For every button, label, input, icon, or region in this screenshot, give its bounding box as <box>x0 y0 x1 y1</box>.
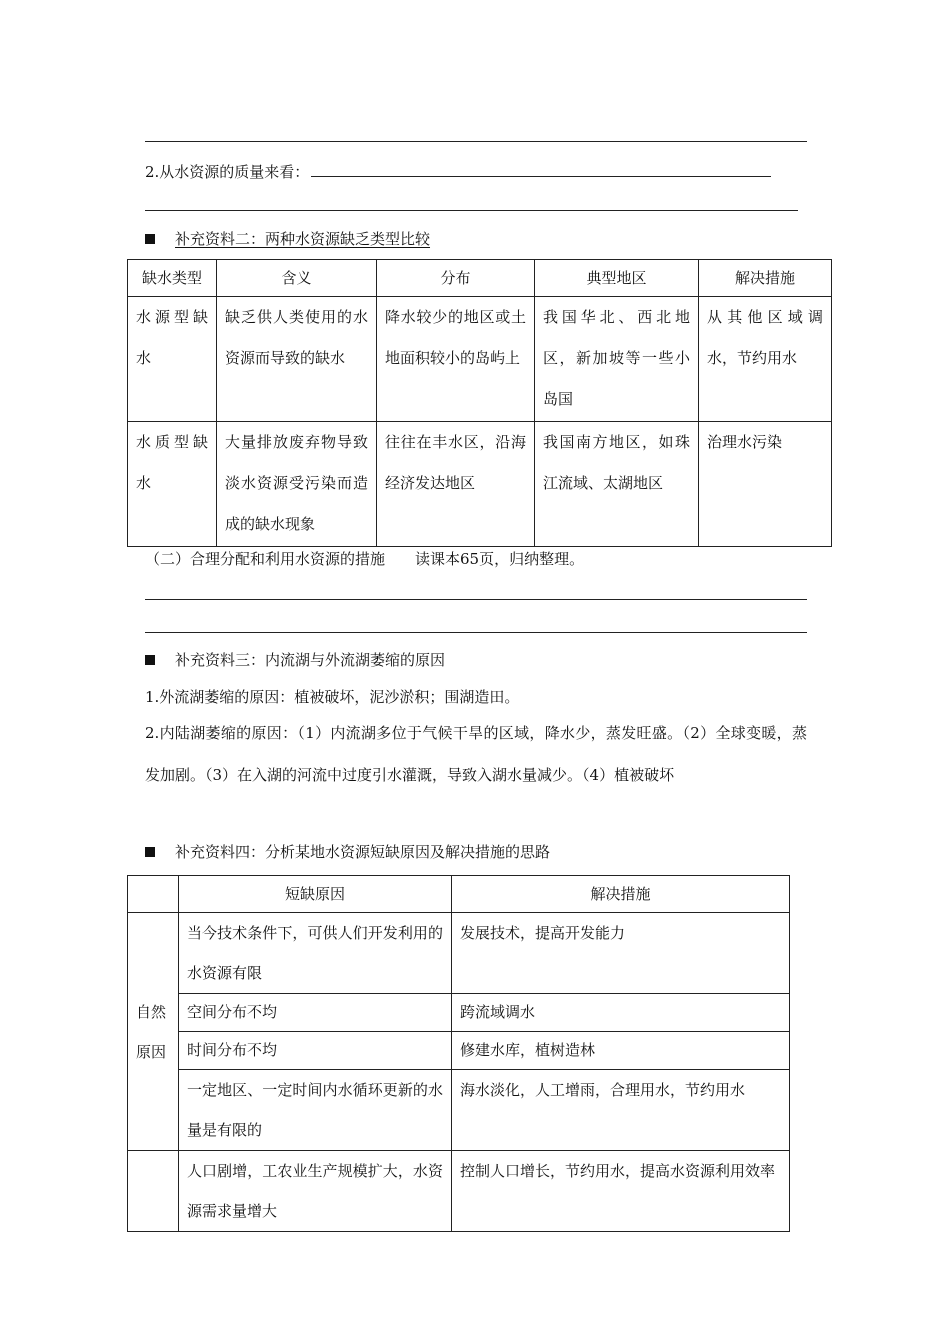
header-cell: 分布 <box>377 260 535 297</box>
table-row <box>128 422 832 547</box>
section-heading-4 <box>145 842 550 862</box>
table-cell: 降水较少的地区或土地面积较小的岛屿上 <box>377 297 535 422</box>
table-cell: 空间分布不均 <box>179 994 452 1032</box>
table-cell <box>128 1151 179 1232</box>
table-row <box>128 1070 790 1151</box>
answer-line <box>145 599 807 600</box>
table-row <box>128 1151 790 1232</box>
table-cell: 我国南方地区，如珠江流域、太湖地区 <box>535 422 699 547</box>
answer-blank[interactable] <box>311 162 771 177</box>
header-cell <box>128 876 179 913</box>
header-cell: 含义 <box>217 260 377 297</box>
section-heading-3 <box>145 650 445 670</box>
measures-instruction: （二）合理分配和利用水资源的措施 读课本65页，归纳整理。 <box>145 550 585 568</box>
table-row <box>128 297 832 422</box>
header-cell: 解决措施 <box>452 876 790 913</box>
table-cell: 从其他区域调水，节约用水 <box>699 297 832 422</box>
table-row <box>128 913 790 994</box>
table-cell: 海水淡化，人工增雨，合理用水，节约用水 <box>452 1070 790 1151</box>
table-cell: 修建水库，植树造林 <box>452 1032 790 1070</box>
table-cell: 时间分布不均 <box>179 1032 452 1070</box>
table-cell: 缺乏供人类使用的水资源而导致的缺水 <box>217 297 377 422</box>
water-shortage-type-table <box>127 259 832 547</box>
square-bullet-icon <box>145 847 155 857</box>
header-cell: 缺水类型 <box>128 260 217 297</box>
table-cell: 治理水污染 <box>699 422 832 547</box>
table-row <box>128 994 790 1032</box>
section-title: 补充资料三：内流湖与外流湖萎缩的原因 <box>175 651 446 669</box>
table-cell: 水质型缺水 <box>128 422 217 547</box>
square-bullet-icon <box>145 234 155 244</box>
table-cell: 人口剧增，工农业生产规模扩大，水资源需求量增大 <box>179 1151 452 1232</box>
table-cell: 一定地区、一定时间内水循环更新的水量是有限的 <box>179 1070 452 1151</box>
section-heading-2 <box>145 229 430 249</box>
shortage-analysis-table <box>127 875 790 1232</box>
answer-line <box>145 632 807 633</box>
question-water-quality <box>145 162 771 182</box>
table-cell: 跨流域调水 <box>452 994 790 1032</box>
header-cell: 典型地区 <box>535 260 699 297</box>
question-label: 2.从水资源的质量来看： <box>145 163 310 181</box>
table-header-row <box>128 260 832 297</box>
header-cell: 短缺原因 <box>179 876 452 913</box>
lake-cause-inland: 2.内陆湖萎缩的原因：（1）内流湖多位于气候干旱的区域，降水少，蒸发旺盛。（2）全球变暖，蒸发加剧。（3）在入湖的河流中过度引水灌溉，导致入湖水量减少。（4）植被破坏 <box>145 724 807 784</box>
square-bullet-icon <box>145 655 155 665</box>
answer-line <box>145 210 798 211</box>
table-cell: 水源型缺水 <box>128 297 217 422</box>
table-cell: 控制人口增长，节约用水，提高水资源利用效率 <box>452 1151 790 1232</box>
section-title: 补充资料四：分析某地水资源短缺原因及解决措施的思路 <box>175 843 551 861</box>
table-cell: 我国华北、西北地区，新加坡等一些小岛国 <box>535 297 699 422</box>
table-cell: 往往在丰水区，沿海经济发达地区 <box>377 422 535 547</box>
section-title: 补充资料二：两种水资源缺乏类型比较 <box>175 230 431 248</box>
table-row <box>128 1032 790 1070</box>
table-header-row <box>128 876 790 913</box>
lake-cause-outflow: 1.外流湖萎缩的原因：植被破坏，泥沙淤积；围湖造田。 <box>145 688 520 706</box>
answer-line <box>145 141 807 142</box>
header-cell: 解决措施 <box>699 260 832 297</box>
table-cell: 发展技术，提高开发能力 <box>452 913 790 994</box>
table-cell: 当今技术条件下，可供人们开发利用的水资源有限 <box>179 913 452 994</box>
table-cell: 大量排放废弃物导致淡水资源受污染而造成的缺水现象 <box>217 422 377 547</box>
group-label-natural: 自然原因 <box>128 913 179 1151</box>
